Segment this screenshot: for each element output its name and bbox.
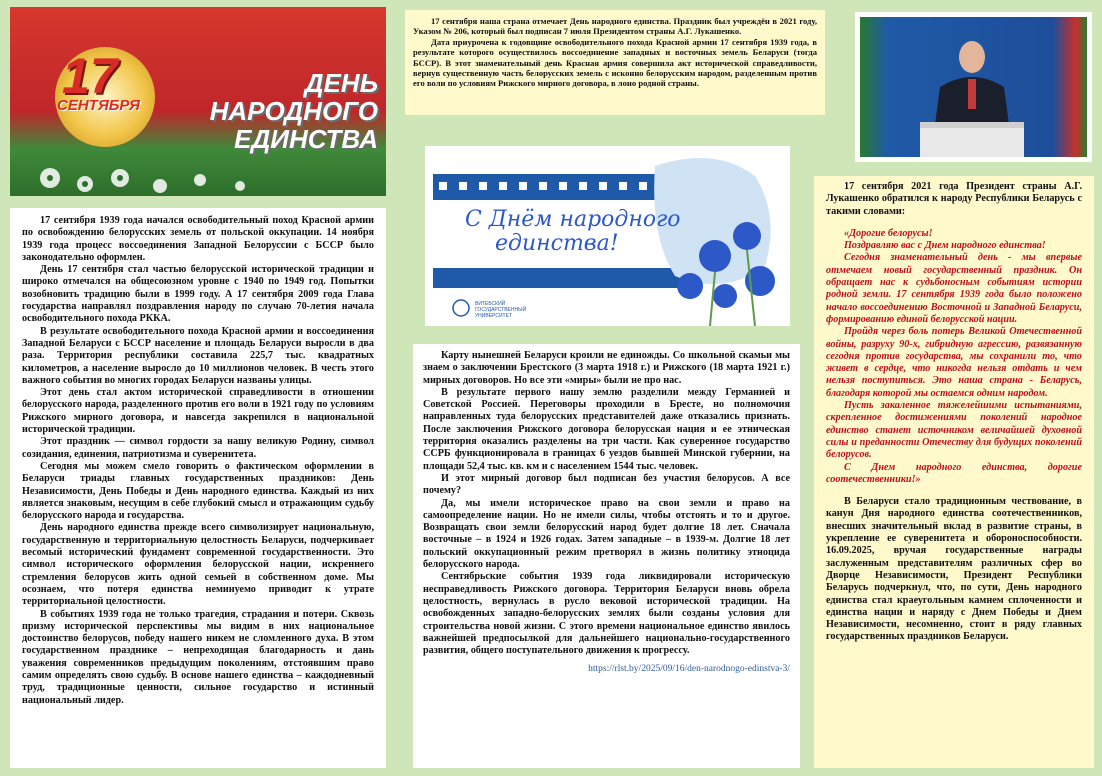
quote-line: «Дорогие белорусы! (844, 227, 933, 239)
paragraph: И этот мирный договор был подписан без участия белорусов. А все почему? (423, 472, 790, 497)
left-text-panel (10, 208, 386, 768)
banner-title-line: ЕДИНСТВА (234, 124, 378, 154)
greeting-text (465, 208, 680, 256)
closing-paragraph: В Беларуси стало традиционным чествование, в канун Дня народного единства соотечественников, внесших значительный вклад в развитие страны, в укрепление ее суверенитета и обороноспособности. 16.09.2025, вручая государственные награды заслуженным представителям различных сфер во Дворце Независимости, Президент Республики Беларусь подчеркнул, что, по сути, День народного единства стал краеугольным камнем сплоченности и единства нации и наряду с Днем Победы и Днем Независимости, несомненно, стоит в ряду главных государственных праздников Беларуси. (826, 496, 1082, 643)
greeting-line: единства! (495, 231, 619, 256)
banner-title-line: НАРОДНОГО (209, 96, 378, 126)
greeting-line: С Днём народного (465, 207, 681, 232)
ornament-flowers-icon (10, 148, 386, 196)
quote-line: Пройдя через боль потерь Великой Отечественной войны, разруху 90-х, гибридную агрессию, развязанную сегодня против государства, мы сохранили то, что живет в сердце, что никогда нельзя отдать и чем нельзя поступиться. Это наша страна - Беларусь, благодаря которой мы остаемся одним народом. (826, 326, 1082, 399)
university-caption-line: ВИТЕБСКИЙ (475, 301, 506, 307)
middle-text-panel (413, 344, 800, 768)
speaker-at-podium-icon (860, 17, 1087, 157)
paragraph: 17 сентября 1939 года начался освободительный поход Красной армии по освобождению белорусских земель от польской оккупации. 14 ноября 1939 года процесс воссоединения Западной Белоруссии с БССР было законодательно оформлен. (22, 215, 374, 263)
top-note (405, 10, 825, 115)
paragraph: День 17 сентября стал частью белорусской исторической традиции и широко отмечался на общесоюзном уровне с 1940 по 1949 год. Попытки возобновить традицию были в 1999 году. А 17 сентября 2009 года Глава государства направлял поздравления народу по случаю 70-летия начала освободительного похода РККА. (22, 264, 374, 325)
paragraph: Сентябрьские события 1939 года ликвидировали историческую несправедливость Рижского договора. Территория Беларуси вновь обрела целостность, вернулась в русло вековой исторической традиции. На освобожденных западно-белорусских землях были созданы условия для строительства новой жизни. С этого времени национальное единство явилось важнейшей предпосылкой для дальнейшего национально-государственного развития, общего поступательного движения к прогрессу. (423, 571, 790, 657)
quote-line: Сегодня знаменательный день - мы впервые отмечаем новый государственный праздник. Он обращает нас к судьбоносным событиям истории родной земли. 17 сентября 1939 года было положено начало воссоединению Восточной и Западной Беларуси, формированию единой белорусской нации. (826, 252, 1082, 325)
university-caption (475, 301, 526, 319)
paragraph: В результате освободительного похода Красной армии и воссоединения Западной Беларуси с БССР население и площадь Беларуси выросли в два раза. Территория республики составила 225,7 тыс. квадратных километров, а население выросло до 10 миллионов человек. В честь этого важного события во многих городах Беларуси названы улицы. (22, 325, 374, 386)
paragraph: Сегодня мы можем смело говорить о фактическом оформлении в Беларуси триады главных государственных праздников: День Независимости, День Победы и День народного единства. Каждый из них является знаковым, несущим в себе глубокий смысл и отражающим судьбу белорусского народа и государства. (22, 460, 374, 522)
note-paragraph: Дата приурочена к годовщине освободительного похода Красной армии 17 сентября 1939 года, в результате которого осуществилось воссоединение западных и восточных земель Беларуси (тогда БССР). В этот знаменательный день Красная армия совершила акт исторической справедливости, вернув существенную часть белорусских земель с исконно белорусским народом, разделенным против его воли по условиям Рижского мирного договора, в лоно родной страны. (413, 36, 817, 89)
paragraph: Карту нынешней Беларуси кроили не единожды. Со школьной скамьи мы знаем о заключении Брестского (3 марта 1918 г.) и Рижского (18 марта 1921 г.) мирных договоров. Но все эти «миры» были не про нас. (423, 350, 790, 386)
quote-line: Пусть закаленное тяжелейшими испытаниями, скрепленное достижениями поколений народное единство станет источником величайшей духовной силы и преданности Отечеству для будущих поколений белорусов. (826, 400, 1082, 461)
paragraph: Этот день стал актом исторической справедливости в отношении белорусского народа, разделенного против его воли в 1921 году по условиям Рижского мирного договора, и навсегда закрепился в национальной исторической традиции. (22, 387, 374, 436)
holiday-banner (10, 7, 386, 196)
banner-title-line: ДЕНЬ (304, 68, 378, 98)
banner-date-month: СЕНТЯБРЯ (57, 97, 140, 114)
paragraph: День народного единства прежде всего символизирует национальную, государственную и территориальную целостность Беларуси, подчеркивает весомый исторический фундамент современной государственности. Это символ исторического оформления белорусской нации, искреннего стремления белорусов жить одной семьей в собственном доме. Мы осознаем, что потеря единства неминуемо приводит к утрате территориальной целостности. (22, 522, 374, 608)
banner-title (210, 69, 378, 153)
university-caption-line: ГОСУДАРСТВЕННЫЙ (475, 307, 527, 313)
paragraph: В событиях 1939 года не только трагедия, страдания и потери. Сквозь призму исторической перспективы мы видим в них национальное достоинство белорусов, победу нашего никем не сломленного духа. В этом государственном празднике – непреходящая благодарность и дань уважения современников предыдущим поколениям, отстоявшим право самим определять свою судьбу. В основе нашего единства – каждодневный труд, традиционные ценности, сильное государство и истинный национальный лидер. (22, 608, 374, 706)
paragraph: В результате первого нашу землю разделили между Германией и Советской Россией. Переговоры проходили в Бресте, но полномочия направленных туда белорусских представителей даже отказались признать. После заключения Рижского договора белорусская нация и ее этническая территория оказались разделены на три части. Как суверенное государство ССРБ функционировала в границах 6 уездов бывшей Минской губернии, на площади 52,4 тыс. кв. км и с населением 1544 тыс. человек. (423, 386, 790, 472)
note-paragraph: 17 сентября наша страна отмечает День народного единства. Праздник был учреждён в 2021 году, Указом № 206, который был подписан 7 июля Президентом страны А.Г. Лукашенко. (413, 16, 817, 37)
intro-paragraph: 17 сентября 2021 года Президент страны А.Г. Лукашенко обратился к народу Республики Беларусь с такими словами: (826, 181, 1082, 217)
president-photo (855, 12, 1092, 162)
right-text-panel (814, 176, 1094, 768)
source-link[interactable]: https://rlst.by/2025/09/16/den-narodnogo-edinstva-3/ (588, 664, 790, 675)
quote-line: С Днем народного единства, дорогие соотечественники!» (826, 461, 1082, 485)
banner-date-number: 17 (62, 48, 118, 104)
greeting-card-image (425, 146, 790, 326)
university-caption-line: УНИВЕРСИТЕТ (475, 313, 512, 319)
quote-line: Поздравляю вас с Днем народного единства! (844, 240, 1046, 252)
paragraph: Этот праздник — символ гордости за нашу великую Родину, символ созидания, единения, патриотизма и суверенитета. (22, 436, 374, 460)
paragraph: Да, мы имели историческое право на свои земли и право на самоопределение нации. Но не имели силы, чтобы отстоять и то и другое. Возвращать свои земли белорусский народ будет долгие 18 лет. Сначала восточные – в 1924 и 1926 годах. Затем западные – в 1939-м. Долгие 18 лет польский оккупационный режим претворял в жизнь политику этноцида белорусского народа. (423, 497, 790, 571)
